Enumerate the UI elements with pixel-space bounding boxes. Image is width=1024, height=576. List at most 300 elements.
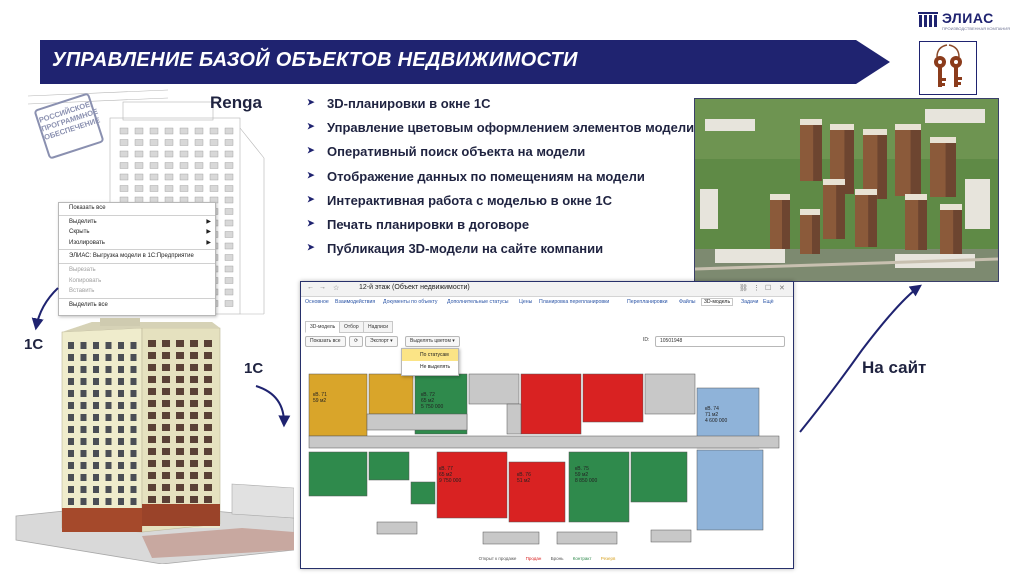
building-window [68,450,74,457]
floor-plan-room[interactable] [367,414,467,430]
unit-label: 65 м2 [421,398,435,404]
building-window [93,498,99,505]
photo-tower-shadow [953,210,962,254]
menu-item-select[interactable]: Выделить ▶ [59,217,215,228]
label-1c-left: 1С [24,336,44,353]
building-window [106,414,112,421]
building-window [118,474,124,481]
logo-mark-icon [918,12,938,28]
building-balcony [190,352,198,359]
export-button[interactable]: Экспорт ▾ [365,336,398,347]
floor-plan-room[interactable] [309,374,367,436]
sketch-window [195,151,203,157]
building-balcony [176,496,184,503]
building-balcony [204,376,212,383]
legend-available: Открыт к продаже [478,556,517,561]
photo-tower-roof [770,194,790,200]
building-window [131,486,137,493]
back-icon[interactable]: ← [307,284,314,291]
floor-plan-room[interactable] [369,452,409,480]
refresh-icon[interactable]: ⟳ [349,336,363,347]
bullet-arrow-icon: ➤ [307,193,315,204]
unit-label: кВ. 75 [575,466,589,472]
building-balcony [162,484,170,491]
building-balcony [204,364,212,371]
menu-item-paste: Вставить [69,288,95,295]
building-balcony [176,376,184,383]
floor-plan-room[interactable] [377,522,417,534]
floor-plan-room[interactable] [569,452,629,522]
building-window [106,426,112,433]
building-window [81,474,87,481]
building-window [131,426,137,433]
building-balcony [162,496,170,503]
sketch-window [135,186,143,192]
sketch-window [225,301,233,307]
building-balcony [204,472,212,479]
building-balcony [190,412,198,419]
building-balcony [190,424,198,431]
photo-tower-roof [863,129,887,135]
russian-software-stamp: РОССИЙСКОЕ ПРОГРАММНОЕ ОБЕСПЕЧЕНИЕ [33,92,104,159]
sketch-window [135,140,143,146]
building-balcony [148,472,156,479]
sketch-window [225,197,233,203]
sketch-window [225,186,233,192]
building-balcony [176,472,184,479]
bullet-arrow-icon: ➤ [307,169,315,180]
building-window [93,474,99,481]
building-window [68,390,74,397]
sketch-window [165,140,173,146]
building-window [118,366,124,373]
building-window [81,366,87,373]
nav-link-files[interactable]: Файлы [679,299,696,305]
photo-tower-shadow [911,130,921,196]
building-window [81,342,87,349]
sketch-window [120,186,128,192]
more-icon[interactable]: ⋮ [753,285,760,292]
menu-separator [59,215,215,216]
building-balcony [176,412,184,419]
building-balcony [176,340,184,347]
building-window [131,462,137,469]
photo-tower-roof [905,194,927,200]
building-window [118,402,124,409]
building-window [118,378,124,385]
label-to-site: На сайт [862,358,927,377]
floor-plan-room[interactable] [631,452,687,502]
logo-name: ЭЛИАС [942,10,994,26]
building-balcony [190,460,198,467]
legend-reserve: Резерв [600,556,616,561]
building-window [93,450,99,457]
photo-tower-roof [930,137,956,143]
building-window [106,462,112,469]
building-balcony [204,424,212,431]
building-balcony [204,448,212,455]
photo-tower-shadow [868,195,877,247]
building-window [118,426,124,433]
building-window [118,390,124,397]
renga-context-menu [58,202,216,316]
building-balcony [204,340,212,347]
building-balcony [190,364,198,371]
sketch-window [195,174,203,180]
unit-label: кВ. 77 [439,466,453,472]
building-balcony [148,496,156,503]
sketch-window [165,163,173,169]
building-window [106,498,112,505]
floor-plan-room[interactable] [507,404,521,434]
building-balcony [204,484,212,491]
legend-contract: Контракт [572,556,592,561]
photo-tower-roof [855,189,877,195]
floor-plan-room[interactable] [309,436,779,448]
building-window [93,366,99,373]
building-window [81,414,87,421]
sketch-window [195,128,203,134]
sketch-window [135,174,143,180]
unit-label: 71 м2 [705,412,719,418]
sketch-window [165,174,173,180]
building-window [68,366,74,373]
building-balcony [162,400,170,407]
color-select-dropdown [401,348,459,376]
building-balcony [176,424,184,431]
building-window [81,462,87,469]
submenu-arrow-icon: ▶ [206,218,211,225]
menu-item-export-1c[interactable]: ЭЛИАС: Выгрузка модели в 1С:Предприятие [69,253,194,260]
sketch-window [210,186,218,192]
sketch-window [150,163,158,169]
building-window [131,402,137,409]
building-balcony [204,400,212,407]
building-window [93,390,99,397]
building-window [131,366,137,373]
building-window [81,402,87,409]
building-window [81,450,87,457]
photo-tower-roof [823,179,845,185]
building-window [106,390,112,397]
nav-link-interactions[interactable]: Взаимодействия [335,299,376,305]
menu-item-hide[interactable]: Скрыть ▶ [59,227,215,238]
show-all-button[interactable]: Показать все [305,336,346,347]
building-window [81,498,87,505]
building-balcony [148,424,156,431]
building-balcony [148,364,156,371]
building-balcony [204,436,212,443]
sketch-window [225,209,233,215]
id-field[interactable]: 10501948 [655,336,785,347]
close-icon[interactable]: ✕ [779,285,785,292]
menu-item-isolate[interactable]: Изолировать ▶ [59,238,215,249]
tab-labels[interactable]: Надписи [363,321,393,333]
keys-icon-box [919,41,977,95]
sketch-window [180,174,188,180]
floor-plan-room[interactable] [521,374,581,434]
building-window [118,438,124,445]
floor-plan-room[interactable] [483,532,539,544]
building-balcony [148,352,156,359]
nav-link-main[interactable]: Основное [305,299,329,305]
floor-plan-room[interactable] [645,374,695,414]
building-window [106,354,112,361]
photo-tower-roof [895,124,921,130]
building-window [93,426,99,433]
building-balcony [148,448,156,455]
photo-tower-roof [940,204,962,210]
feature-item: ➤ Оперативный поиск объекта на модели [307,144,586,160]
bullet-arrow-icon: ➤ [307,145,315,156]
sketch-window [210,151,218,157]
forward-icon[interactable]: → [319,284,326,291]
dropdown-option-by-status[interactable]: По статусам [402,349,458,361]
star-icon[interactable]: ☆ [333,285,340,292]
photo-tower-roof [800,119,822,125]
legend-sold: Продан [525,556,542,561]
nav-link-documents[interactable]: Документы по объекту [383,299,438,305]
sketch-window [225,163,233,169]
building-window [131,438,137,445]
sketch-window [210,128,218,134]
link-icon[interactable]: ⛓ [739,285,748,292]
sketch-window [135,163,143,169]
sketch-window [120,174,128,180]
sketch-window [195,186,203,192]
building-balcony [148,460,156,467]
floor-plan-room[interactable] [469,374,519,404]
nav-link-statuses[interactable]: Дополнительные статусы [447,299,509,305]
building-window [106,450,112,457]
building-balcony [204,388,212,395]
floor-plan-room[interactable] [557,532,617,544]
floor-plan-room[interactable] [697,450,763,530]
building-window [93,414,99,421]
sketch-window [225,174,233,180]
building-window [131,378,137,385]
building-window [106,474,112,481]
dropdown-option-no-highlight[interactable]: Не выделять [420,364,451,370]
window-titlebar [301,282,793,297]
feature-list [305,96,694,265]
building-window [81,390,87,397]
bullet-arrow-icon: ➤ [307,121,315,132]
building-window [131,414,137,421]
building-balcony [162,436,170,443]
sketch-window [165,186,173,192]
building-balcony [176,484,184,491]
sketch-window [120,163,128,169]
unit-label: 4 600 000 [705,418,728,424]
building-window [68,498,74,505]
sketch-window [195,140,203,146]
sketch-window [165,151,173,157]
building-balcony [190,472,198,479]
feature-item: ➤ Публикация 3D-модели на сайте компании [307,241,604,257]
building-balcony [162,376,170,383]
building-window [93,462,99,469]
sketch-window [195,163,203,169]
building-balcony [148,436,156,443]
sketch-window [180,128,188,134]
floor-plan-room[interactable] [583,374,643,422]
aerial-photo-residential-complex [694,98,999,282]
building-window [68,486,74,493]
menu-item-select-all[interactable]: Выделить все [69,301,108,308]
sketch-window [120,140,128,146]
submenu-arrow-icon: ▶ [206,229,211,236]
nav-link-plans[interactable]: Планировка перепланировки [539,299,610,305]
building-balcony [162,364,170,371]
building-window [106,486,112,493]
floor-plan-room[interactable] [309,452,367,496]
building-balcony [176,448,184,455]
building-balcony [204,460,212,467]
building-balcony [162,472,170,479]
sketch-window [165,128,173,134]
building-window [118,486,124,493]
building-window [68,354,74,361]
sketch-window [120,151,128,157]
sketch-window [180,151,188,157]
building-window [131,450,137,457]
unit-label: 5 750 000 [421,404,444,410]
photo-tower-shadow [844,130,854,194]
building-balcony [190,388,198,395]
sketch-window [225,266,233,272]
building-balcony [190,496,198,503]
sketch-window [210,163,218,169]
building-window [106,342,112,349]
renga-label: Renga [210,93,262,112]
floor-plan-room[interactable] [509,462,565,522]
bullet-arrow-icon: ➤ [307,242,315,253]
sketch-window [150,128,158,134]
sketch-window [150,151,158,157]
building-balcony [162,460,170,467]
nav-link-tasks[interactable]: Задачи [741,299,759,305]
sketch-window [210,140,218,146]
maximize-icon[interactable]: ☐ [765,285,772,292]
nav-link-prices[interactable]: Цены [519,299,533,305]
logo-subtitle: ПРОИЗВОДСТВЕННАЯ КОМПАНИЯ [942,26,1011,31]
building-window [118,498,124,505]
building-balcony [148,484,156,491]
building-balcony [190,376,198,383]
building-balcony [204,496,212,503]
submenu-arrow-icon: ▶ [206,239,211,246]
building-balcony [162,448,170,455]
floor-plan-view[interactable] [307,352,787,564]
sketch-window [225,289,233,295]
building-balcony [162,388,170,395]
label-1c-middle: 1С [244,360,264,377]
tab-3d-model[interactable]: 3D-модель [305,321,340,333]
building-balcony [176,460,184,467]
unit-label: кВ. 76 [517,472,531,478]
unit-label: 65 м2 [439,472,453,478]
building-balcony [162,424,170,431]
building-balcony [204,352,212,359]
building-balcony [190,484,198,491]
photo-tower-roof [800,209,820,215]
photo-tower-shadow [812,215,820,254]
sketch-window [135,128,143,134]
photo-tower-roof [830,124,854,130]
sketch-window [225,128,233,134]
building-window [68,438,74,445]
unit-label: кВ. 71 [313,392,327,398]
nav-link-more[interactable]: Ещё [763,299,774,305]
building-3d-model [12,318,294,564]
photo-tower-shadow [836,185,845,239]
feature-item: ➤ Управление цветовым оформлением элементов модели [307,120,695,136]
building-window [93,378,99,385]
building-balcony [190,340,198,347]
building-window [106,438,112,445]
menu-item-copy: Копировать [69,277,102,284]
building-window [106,402,112,409]
floor-plan-room[interactable] [651,530,691,542]
sketch-window [150,174,158,180]
building-window [68,378,74,385]
sketch-window [225,255,233,261]
building-balcony [190,400,198,407]
sketch-window [150,140,158,146]
building-balcony [190,448,198,455]
unit-label: 59 м2 [575,472,589,478]
nav-link-3d-model[interactable]: 3D-модель [701,298,733,306]
floor-plan-room[interactable] [437,452,507,518]
unit-label: 51 м2 [517,478,531,484]
floor-plan-room[interactable] [369,374,413,414]
building-balcony [176,352,184,359]
menu-item-cut: Вырезать [69,266,96,273]
page-title: УПРАВЛЕНИЕ БАЗОЙ ОБЪЕКТОВ НЕДВИЖИМОСТИ [52,49,578,71]
company-logo [918,10,1014,32]
sketch-window [180,163,188,169]
building-balcony [148,376,156,383]
building-balcony [190,436,198,443]
building-window [68,462,74,469]
building-balcony [148,340,156,347]
building-window [81,426,87,433]
sketch-window [180,140,188,146]
menu-separator [59,298,215,299]
building-window [118,462,124,469]
unit-label: кВ. 74 [705,406,719,412]
building-window [93,402,99,409]
building-window [81,438,87,445]
building-balcony [148,400,156,407]
building-balcony [162,412,170,419]
menu-separator [59,263,215,264]
building-balcony [176,400,184,407]
nav-link-replans[interactable]: Перепланировки [627,299,668,305]
color-select-button[interactable]: Выделять цветом ▾ [405,336,460,347]
unit-label: кВ. 72 [421,392,435,398]
floor-plan-room[interactable] [411,482,435,504]
menu-item-show-all[interactable]: Показать все [69,205,106,211]
unit-label: 8 850 000 [575,478,598,484]
status-legend [301,556,793,561]
menu-separator [59,249,215,250]
building-window [93,438,99,445]
building-balcony [176,364,184,371]
tab-filter[interactable]: Отбор [339,321,364,333]
sketch-window [120,128,128,134]
